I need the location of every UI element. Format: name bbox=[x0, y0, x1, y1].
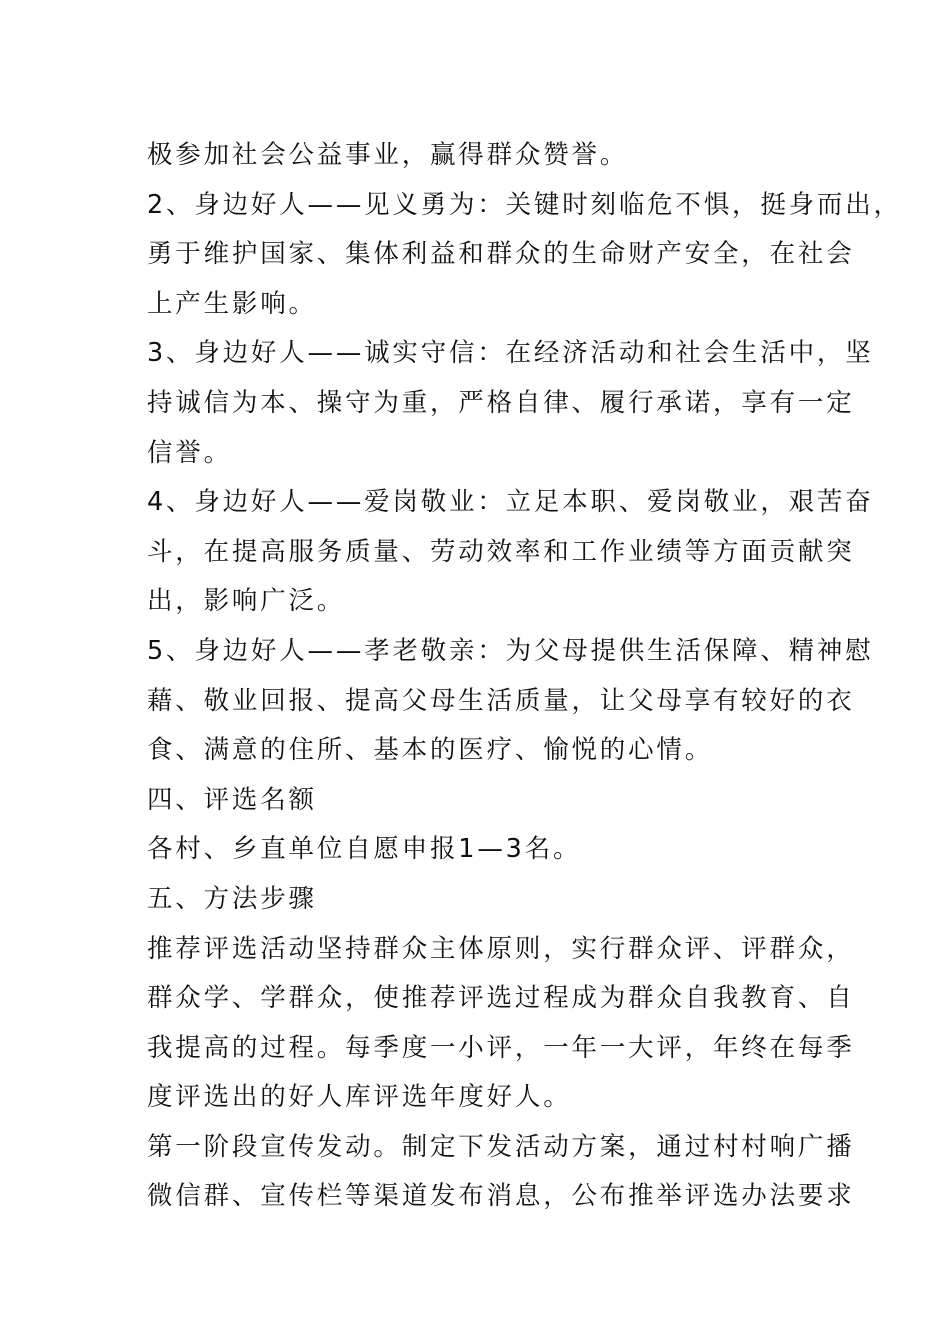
text-line: 度评选出的好人库评选年度好人。 bbox=[147, 1082, 572, 1113]
text-line: 斗，在提高服务质量、劳动效率和工作业绩等方面贡献突 bbox=[147, 536, 855, 567]
text-line: 3、身边好人——诚实守信：在经济活动和社会生活中，坚 bbox=[147, 338, 874, 369]
text-line: 上产生影响。 bbox=[147, 288, 317, 319]
text-line: 勇于维护国家、集体利益和群众的生命财产安全，在社会 bbox=[147, 239, 855, 270]
text-line: 持诚信为本、操守为重，严格自律、履行承诺，享有一定 bbox=[147, 387, 855, 418]
text-line: 2、身边好人——见义勇为：关键时刻临危不惧，挺身而出， bbox=[147, 189, 902, 220]
text-line: 各村、乡直单位自愿申报1—3名。 bbox=[147, 834, 582, 865]
section-heading: 五、方法步骤 bbox=[147, 883, 317, 914]
document-body bbox=[147, 131, 902, 1222]
text-line: 第一阶段宣传发动。制定下发活动方案，通过村村响广播 bbox=[147, 1131, 855, 1162]
section-heading: 四、评选名额 bbox=[147, 784, 317, 815]
text-line: 极参加社会公益事业，赢得群众赞誉。 bbox=[147, 140, 629, 170]
text-line: 出，影响广泛。 bbox=[147, 586, 346, 617]
text-line: 4、身边好人——爱岗敬业：立足本职、爱岗敬业，艰苦奋 bbox=[147, 487, 874, 518]
text-line: 微信群、宣传栏等渠道发布消息，公布推举评选办法要求 bbox=[147, 1181, 855, 1212]
text-line: 5、身边好人——孝老敬亲：为父母提供生活保障、精神慰 bbox=[147, 635, 874, 666]
text-line: 群众学、学群众，使推荐评选过程成为群众自我教育、自 bbox=[147, 983, 855, 1014]
text-line: 推荐评选活动坚持群众主体原则，实行群众评、评群众， bbox=[147, 933, 855, 964]
text-line: 藉、敬业回报、提高父母生活质量，让父母享有较好的衣 bbox=[147, 685, 855, 716]
text-line: 我提高的过程。每季度一小评，一年一大评，年终在每季 bbox=[147, 1032, 855, 1063]
text-line: 食、满意的住所、基本的医疗、愉悦的心情。 bbox=[147, 735, 714, 766]
text-line: 信誉。 bbox=[147, 437, 232, 468]
